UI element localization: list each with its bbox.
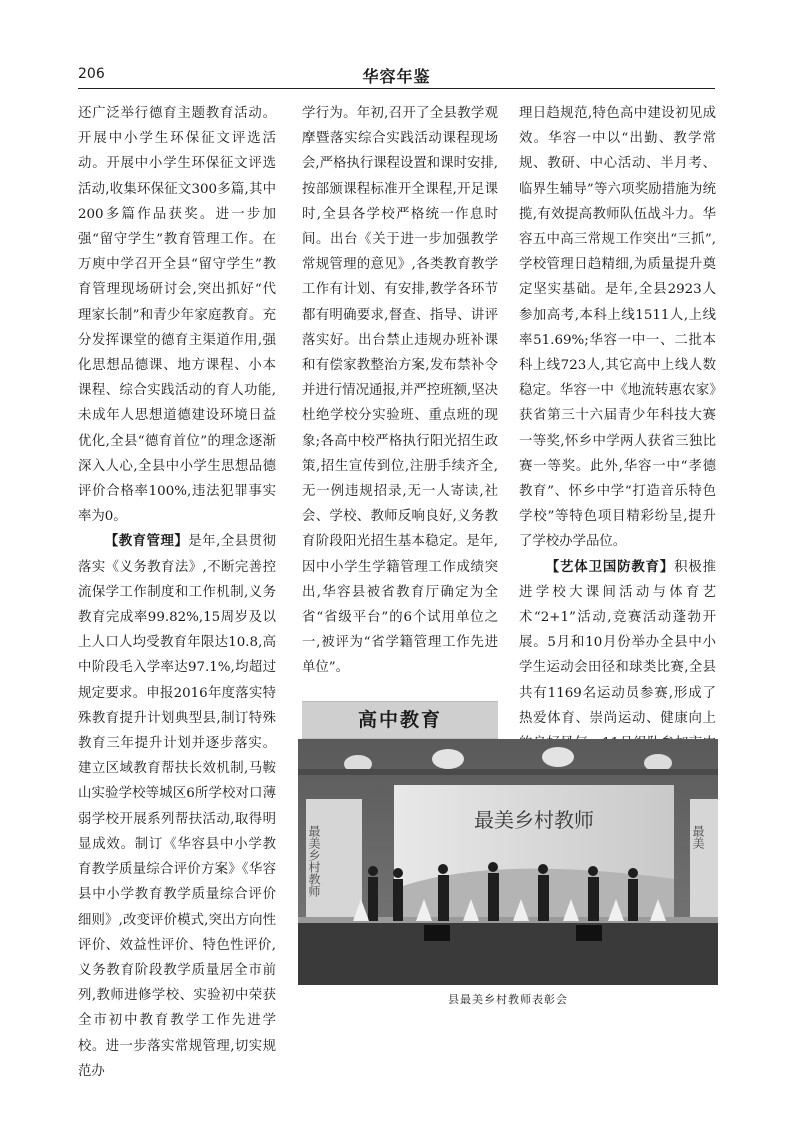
- running-title: 华容年鉴: [362, 67, 431, 86]
- side-banner-text: 最美乡村教师: [307, 825, 321, 897]
- paragraph-text: 是年,全县贯彻落实《义务教育法》,不断完善控流保学工作制度和工作机制,义务教育完成率99.82%,15周岁及以上人口人均受教育年限达10.8,高中阶段毛入学率达97.1%,均超过规定要求。申报2016年度落实特殊教育提升计划典型县,制订特殊教育三年提升计划并逐步落实。建立区域教育帮扶长效机制,马鞍山实验学校等城区6所学校对口薄弱学校开展系列帮扶活动,取得明显成效。制订《华容县中小学教育教学质量综合评价方案》《华容县中小学教育教学质量综合评价细则》,改变评价模式,突出方向性评价、效益性评价、特色性评价,义务教育阶段教学质量居全市前列,教师进修学校、实验初中荣获全市初中教育教学工作先进学校。进一步落实常规管理,切实规范办: [78, 534, 276, 1079]
- paragraph-text: 积极推进学校大课间活动与体育艺术“2+1”活动,竞赛活动蓬勃开展。5月和10月份举办全县中小学生运动会田径和球类比赛,全县共有1169名运动员参赛,形成了热爱体育、崇尚运动、健康向上: [519, 559, 717, 726]
- screen-text: 最美乡村教师: [474, 808, 594, 832]
- paragraph-lead: 【教育管理】: [104, 534, 189, 550]
- column-2: [302, 101, 498, 801]
- paragraph: 理日趋规范,特色高中建设初见成效。华容一中以“出勤、教学常规、教研、中心活动、半月考、临界生辅导”等六项奖励措施为统揽,有效提高教师队伍战斗力。华容五中高三常规工作突出“三抓”,学校管理日趋精细,为质量提升奠定坚实基础。是年,全县2923人参加高考,本科上线1511人,上线率51.69%;华容一中一、二批本科上线723人,其它高中上线人数稳定。华容一中《地流转惠农家》获省第三十六届青少年科技大赛一等奖,怀乡中学两人获省三独比赛一等奖。此外,华容一中“孝德教育”、怀乡中学“打造音乐特色学校”等特色项目精彩纷呈,提升了学校办学品位。: [519, 106, 716, 550]
- paragraph-lead: 【艺体卫国防教育】: [545, 559, 675, 575]
- event-photo: [298, 739, 718, 985]
- paragraph: 还广泛举行德育主题教育活动。开展中小学生环保征文评选活动。开展中小学生环保征文评选活动,收集环保征文300多篇,其中200多篇作品获奖。进一步加强“留守学生”教育管理工作。在万庾中学召开全县“留守学生”教育管理现场研讨会,突出抓好“代理家长制”和青少年家庭教育。充分发挥课堂的德育主渠道作用,强化思想品德课、地方课程、小本课程、综合实践活动的育人功能,未成年人思想道德建设环境日益优化,全县“德育首位”的理念逐渐深入人心,全县中小学生思想品德评价合格率100%,违法犯罪事实率为0。: [78, 106, 276, 525]
- column-3: [519, 101, 716, 807]
- stage-monitor: [576, 925, 602, 941]
- stage-monitor: [424, 925, 450, 941]
- page-header: [78, 66, 715, 90]
- paragraph: [78, 529, 276, 1083]
- header-rule: [78, 88, 715, 89]
- column-1: [78, 101, 276, 1084]
- photo-caption: 县最美乡村教师表彰会: [448, 993, 568, 1006]
- right-edge-text: 最美: [691, 825, 705, 849]
- section-heading: 高中教育: [302, 701, 498, 739]
- page-number: 206: [78, 66, 105, 82]
- paragraph: 学行为。年初,召开了全县教学观摩暨落实综合实践活动课程现场会,严格执行课程设置和课时安排,按部颁课程标准开全课程,开足课时,全县各学校严格统一作息时间。出台《关于进一步加强教学常规管理的意见》,各类教育教学工作有计划、有安排,教学各环节都有明确要求,督查、指导、讲评落实好。出台禁止违规办班补课和有偿家教整治方案,发布禁补令并进行情况通报,并严控班额,坚决杜绝学校分实验班、重点班的现象;各高中校严格执行阳光招生政策,招生宣传到位,注册手续齐全,无一例违规招录,无一人寄读,社会、学校、教师反响良好,义务教育阶段阳光招生基本稳定。是年,因中小学生学籍管理工作成绩突出,华容县被省教育厅确定为全省“省级平台”的6个试用单位之一,被评为“省学籍管理工作先进单位”。: [302, 106, 498, 676]
